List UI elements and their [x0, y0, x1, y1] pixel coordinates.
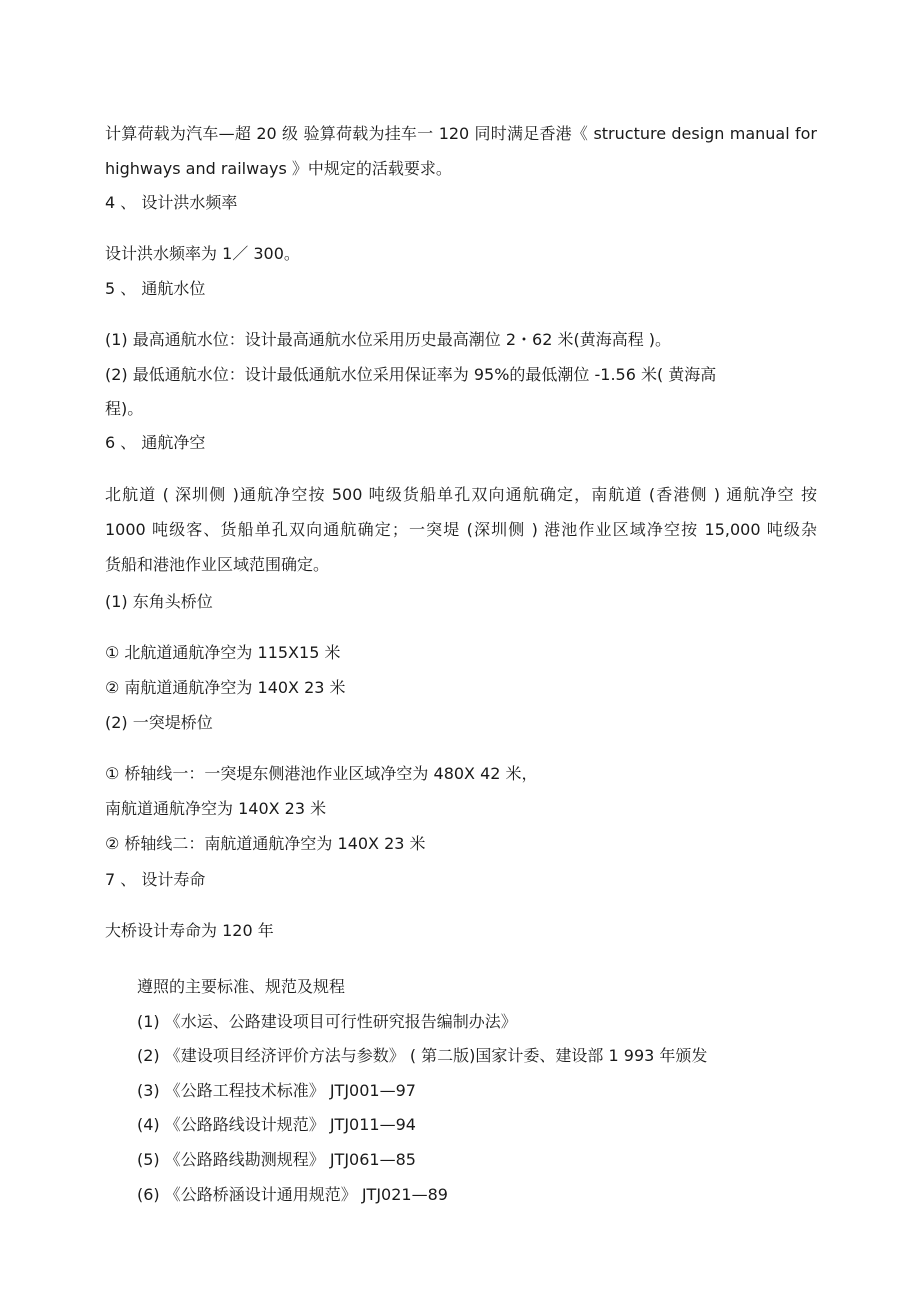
- standard-item-1: (1) 《水运、公路建设项目可行性研究报告编制办法》: [137, 1012, 517, 1031]
- standard-item-3: (3) 《公路工程技术标准》 JTJ001—97: [137, 1081, 416, 1100]
- text-line-clearance-1: 北航道 ( 深圳侧 )通航净空按 500 吨级货船单孔双向通航确定，南航道 (香港侧 ) 通航净空 按: [105, 485, 817, 504]
- list-item-axis-two: ② 桥轴线二：南航道通航净空为 140X 23 米: [105, 834, 426, 853]
- text-line-load-spec-cont: highways and railways 》中规定的活载要求。: [105, 159, 452, 178]
- subheading-dongjiaotou: (1) 东角头桥位: [105, 592, 213, 611]
- text-line-clearance-2: 1000 吨级客、货船单孔双向通航确定；一突堤 (深圳侧 ) 港池作业区域净空按 15,000 吨级杂: [105, 520, 817, 539]
- list-item-north-channel: ① 北航道通航净空为 115X15 米: [105, 643, 341, 662]
- standard-item-2: (2) 《建设项目经济评价方法与参数》 ( 第二版)国家计委、建设部 1 993 年颁发: [137, 1046, 708, 1065]
- text-line-flood-frequency: 设计洪水频率为 1／ 300。: [105, 244, 300, 263]
- subheading-pier-one: (2) 一突堤桥位: [105, 713, 213, 732]
- list-item-lowest-level-cont: 程)。: [105, 399, 144, 418]
- section-heading-design-life: 7 、 设计寿命: [105, 870, 206, 889]
- text-line-design-life: 大桥设计寿命为 120 年: [105, 921, 274, 940]
- list-item-axis-one: ① 桥轴线一：一突堤东侧港池作业区域净空为 480X 42 米，: [105, 764, 538, 783]
- text-line-load-spec: 计算荷载为汽车—超 20 级 验算荷载为挂车一 120 同时满足香港《 structure design manual for: [105, 124, 817, 143]
- list-item-south-channel: ② 南航道通航净空为 140X 23 米: [105, 678, 346, 697]
- standard-item-4: (4) 《公路路线设计规范》 JTJ011—94: [137, 1115, 416, 1134]
- standard-item-6: (6) 《公路桥涵设计通用规范》 JTJ021—89: [137, 1185, 448, 1204]
- section-heading-navigation-water-level: 5 、 通航水位: [105, 279, 206, 298]
- section-heading-flood-frequency: 4 、 设计洪水频率: [105, 193, 238, 212]
- list-item-axis-one-cont: 南航道通航净空为 140X 23 米: [105, 799, 327, 818]
- standard-item-5: (5) 《公路路线勘测规程》 JTJ061—85: [137, 1150, 416, 1169]
- section-heading-navigation-clearance: 6 、 通航净空: [105, 433, 206, 452]
- section-heading-standards: 遵照的主要标准、规范及规程: [137, 977, 346, 996]
- list-item-lowest-level: (2) 最低通航水位：设计最低通航水位采用保证率为 95%的最低潮位 -1.56 米( 黄海高: [105, 365, 717, 384]
- text-line-clearance-3: 货船和港池作业区域范围确定。: [105, 555, 330, 574]
- list-item-highest-level: (1) 最高通航水位：设计最高通航水位采用历史最高潮位 2・62 米(黄海高程 )。: [105, 330, 672, 349]
